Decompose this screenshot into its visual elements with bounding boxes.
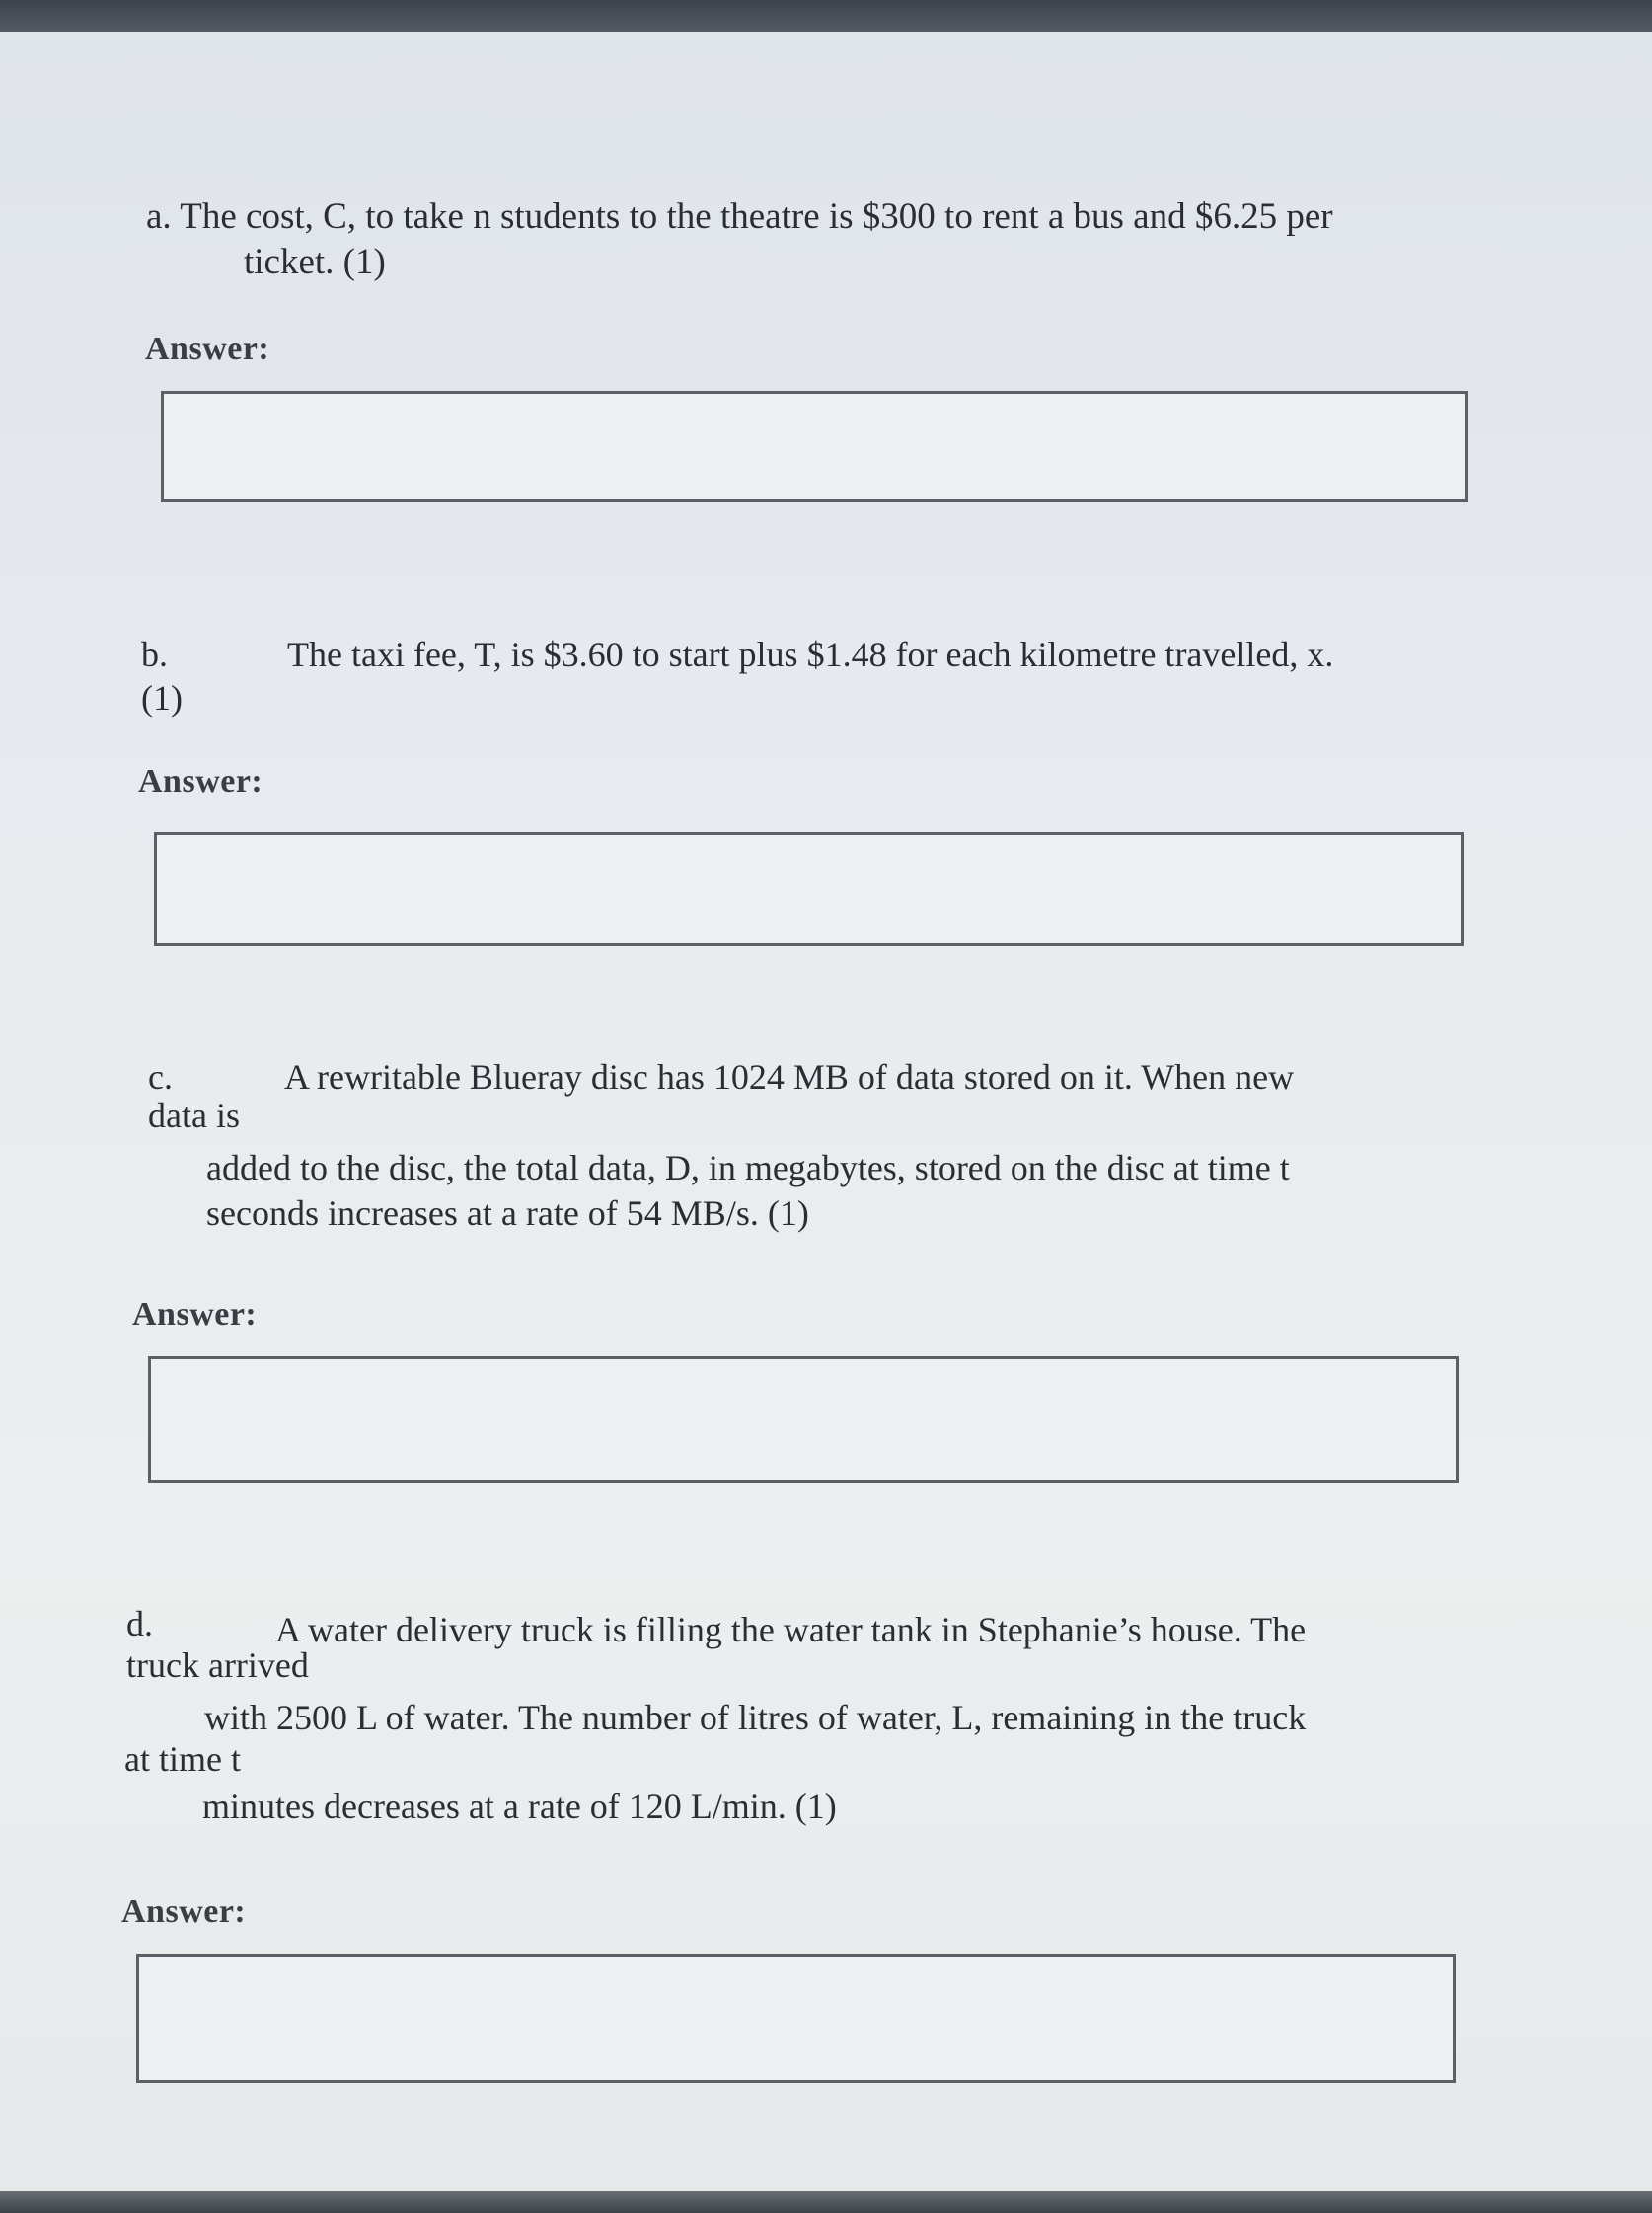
bottom-window-bar — [0, 2191, 1652, 2213]
question-d-text5: minutes decreases at a rate of 120 L/min. (1) — [202, 1787, 837, 1826]
question-c-letter: c. — [148, 1057, 173, 1097]
question-b-mark: (1) — [141, 678, 183, 718]
question-c-text4: seconds increases at a rate of 54 MB/s. (1) — [206, 1193, 809, 1233]
question-d-answer-label: Answer: — [121, 1893, 247, 1930]
question-d-answer-box[interactable] — [136, 1954, 1456, 2083]
question-c-text2: data is — [148, 1096, 240, 1135]
question-c-text3: added to the disc, the total data, D, in megabytes, stored on the disc at time t — [206, 1148, 1290, 1187]
question-a-line1: a. The cost, C, to take n students to the theatre is $300 to rent a bus and $6.25 per — [146, 196, 1333, 237]
question-b-answer-box[interactable] — [154, 832, 1464, 946]
question-d-letter: d. — [126, 1604, 153, 1643]
question-a-answer-box[interactable] — [161, 391, 1468, 502]
question-a-answer-label: Answer: — [145, 331, 270, 367]
question-c-text1: A rewritable Blueray disc has 1024 MB of data stored on it. When new — [284, 1057, 1295, 1097]
question-d-text4: at time t — [124, 1739, 241, 1779]
question-d-text3: with 2500 L of water. The number of litres of water, L, remaining in the truck — [204, 1698, 1307, 1737]
question-c-answer-box[interactable] — [148, 1356, 1459, 1483]
question-d-text2: truck arrived — [126, 1645, 309, 1685]
question-d-text1: A water delivery truck is filling the water tank in Stephanie’s house. The — [275, 1610, 1307, 1649]
question-b-answer-label: Answer: — [138, 763, 263, 800]
question-b-text: The taxi fee, T, is $3.60 to start plus $1.48 for each kilometre travelled, x. — [287, 635, 1334, 674]
question-b-letter: b. — [141, 635, 168, 674]
question-a-line2: ticket. (1) — [244, 242, 386, 282]
question-c-answer-label: Answer: — [132, 1296, 258, 1333]
top-window-bar — [0, 0, 1652, 32]
